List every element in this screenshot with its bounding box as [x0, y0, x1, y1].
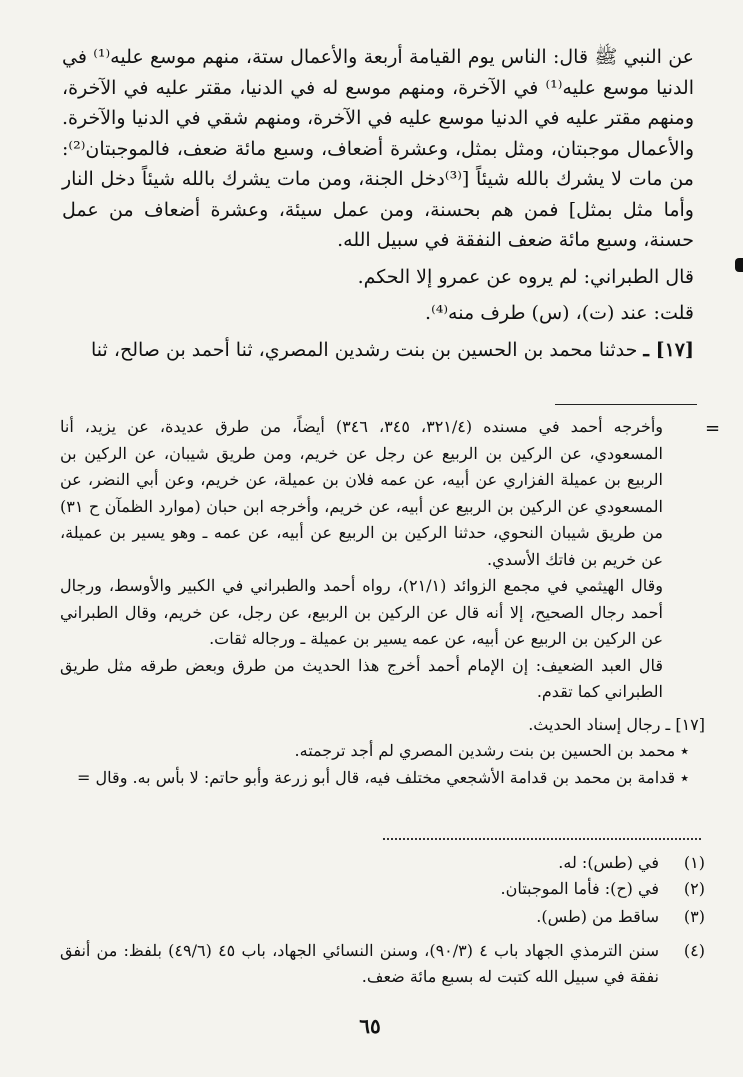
- footnote-text: ساقط من (طس).: [536, 907, 659, 926]
- footnote-text: في (ح): فأما الموجبتان.: [500, 879, 659, 898]
- footnotes-separator: [383, 838, 701, 840]
- footnote: [60, 850, 705, 876]
- author-comment: قلت: عند (ت)، (س) طرف منه⁽⁴⁾.: [425, 302, 694, 324]
- footnote: [60, 938, 705, 990]
- footnote: [60, 876, 705, 902]
- footnote-text: سنن الترمذي الجهاد باب ٤ (٩٠/٣)، وسنن النسائي الجهاد، باب ٤٥ (٤٩/٦) بلفظ: من أنفق نفقة في سبيل الله كتبت له بسبع مائة ضعف.: [60, 941, 660, 986]
- takhrij-paragraph: قال العبد الضعيف: إن الإمام أحمد أخرج هذا الحديث من طرق وبعض طرقه مثل طريق الطبراني كما تقدم.: [60, 655, 663, 701]
- footnote-number: (٣): [683, 907, 705, 926]
- rijal-heading: [١٧] ـ رجال إسناد الحديث.: [528, 714, 705, 734]
- page-number: ٦٥: [359, 1014, 381, 1038]
- next-hadith-isnad: [62, 335, 694, 366]
- commentary-notes: [60, 414, 705, 791]
- footnote-number: (٢): [683, 879, 705, 898]
- narrator-entry: ٭ قدامة بن محمد بن قدامة الأشجعي مختلف فيه، قال أبو زرعة وأبو حاتم: لا بأس به. وقال =: [77, 767, 689, 787]
- footnote-text: في (طس): له.: [558, 853, 659, 872]
- hadith-number: [١٧] ـ: [643, 338, 694, 361]
- tabarani-comment: قال الطبراني: لم يروه عن عمرو إلا الحكم.: [357, 265, 694, 288]
- narrator-entry: ٭ محمد بن الحسين بن بنت رشدين المصري لم أجد ترجمته.: [294, 741, 689, 760]
- footnote-number: (١): [683, 853, 705, 872]
- page-edge-mark: [735, 258, 743, 272]
- hadith-text: عن النبي ﷺ قال: الناس يوم القيامة أربعة والأعمال ستة، منهم موسع عليه⁽¹⁾ في الدنيا موسع عليه⁽¹⁾ في الآخرة، ومنهم موسع له في الدنيا، مقتر عليه في الآخرة، ومنهم مقتر عليه في الدنيا موسع عليه في الآخرة، ومنهم شقي في الدنيا والآخرة. والأعمال موجبتان، ومثل بمثل، وعشرة أضعاف، وسبع مائة ضعف، فالموجبتان⁽²⁾: من مات لا يشرك بالله شيئاً [⁽³⁾دخل الجنة، ومن مات يشرك بالله شيئاً دخل النار وأما مثل بمثل] فمن هم بحسنة، ومن عمل سيئة، وعشرة أضعاف من عمل حسنة، وسبع مائة ضعف النفقة في سبيل الله.: [62, 46, 695, 251]
- footnote: [60, 904, 705, 930]
- main-text: [62, 42, 694, 365]
- continuation-mark: =: [705, 418, 721, 439]
- isnad-text: حدثنا محمد بن الحسين بن بنت رشدين المصري، ثنا أحمد بن صالح، ثنا: [90, 338, 638, 361]
- footnote-number: (٤): [683, 941, 705, 960]
- takhrij-paragraph: وأخرجه أحمد في مسنده (٣٢١/٤، ٣٤٥، ٣٤٦) أيضاً، من طرق عديدة، عن يزيد، أنا المسعودي، عن الركين بن الربيع عن رجل عن خريم، ومن طريق شيبان، عن الركين بن الربيع بن عميلة الفزاري عن أبيه، عن عمه فلان بن عميلة، عن خريم، وعن أبي النضر، عن المسعودي عن الركين بن الربيع عن أبيه، عن خريم، وأخرجه ابن حبان (موارد الظمآن ح ٣١) من طريق شيبان النحوي، حدثنا الركين بن الربيع عن أبيه، عن عمه ـ وهو يسير بن عميلة، عن خريم بن فاتك الأسدي.: [60, 417, 664, 569]
- takhrij-paragraph: وقال الهيثمي في مجمع الزوائد (٢١/١)، رواه أحمد والطبراني في الكبير والأوسط، ورجال أحمد رجال الصحيح، إلا أنه قال عن الركين بن الربيع، عن رجل، عن خريم، وقال الطبراني عن الركين بن الربيع عن أبيه، عن عمه يسير بن عميلة ـ ورجاله ثقات.: [60, 576, 664, 648]
- footnote-separator: [555, 404, 697, 405]
